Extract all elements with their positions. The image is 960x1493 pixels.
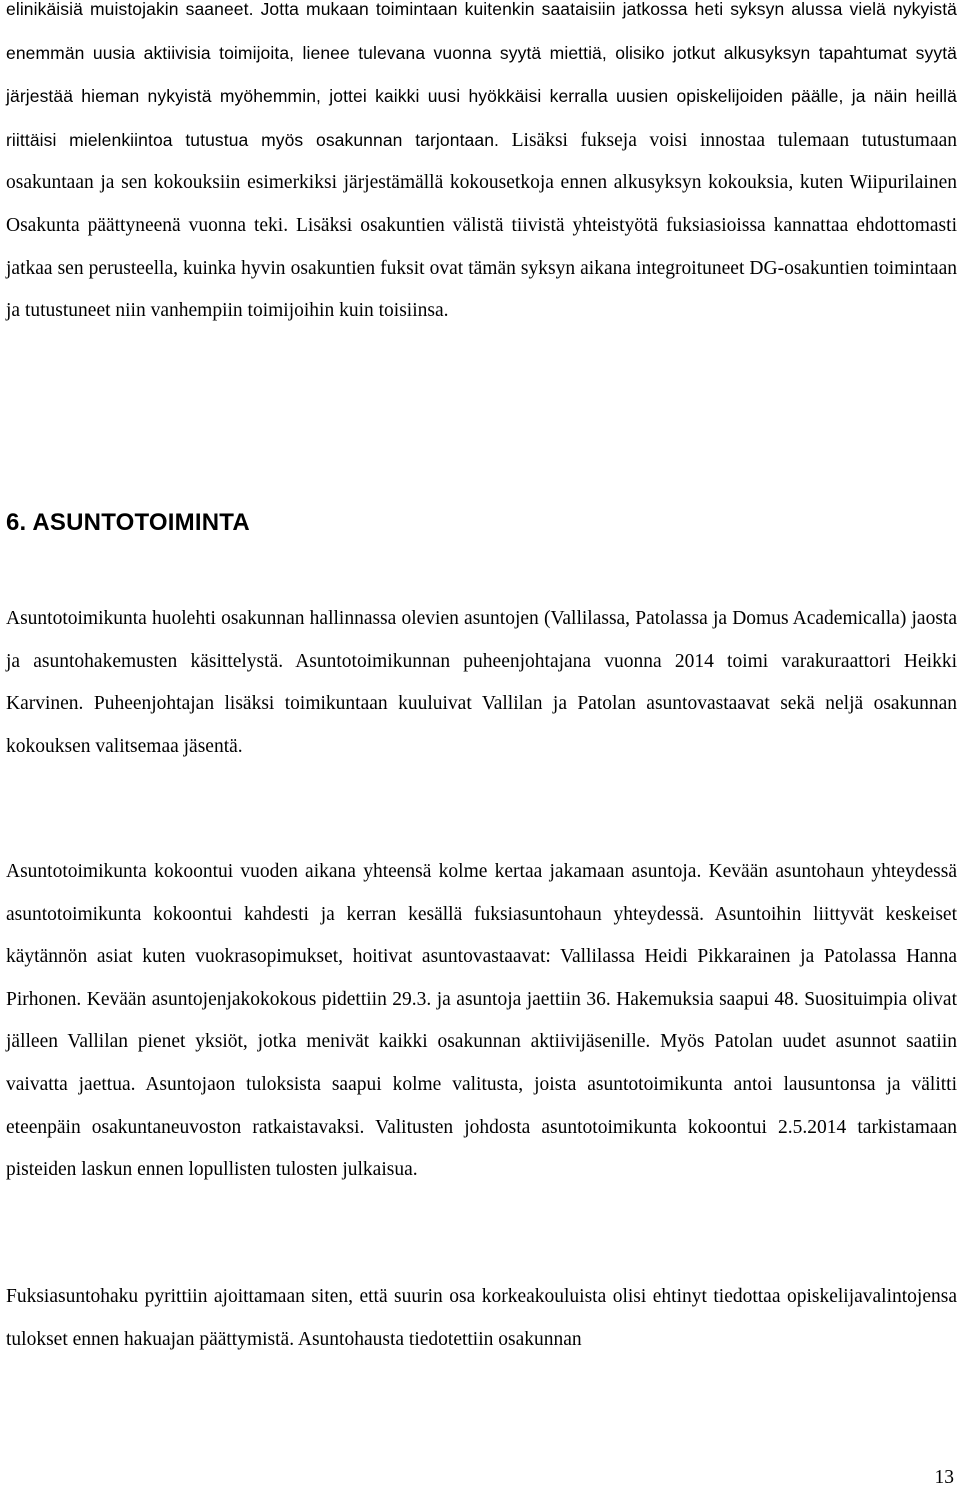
paragraph-2: Asuntotoimikunta huolehti osakunnan hallinnassa olevien asuntojen (Vallilassa, Patolassa ja Domus Academicalla) jaosta ja asuntohakemusten käsittelystä. Asuntotoimikunnan puheenjohtajana vuonna 2014 toimi varakuraattori Heikki Karvinen. Puheenjohtajan lisäksi toimikuntaan kuuluivat Vallilan ja Patolan asuntovastaavat sekä neljä osakunnan kokouksen valitsemaa jäsentä. <box>6 608 957 757</box>
section-heading: 6. ASUNTOTOIMINTA <box>6 509 250 536</box>
paragraph-4: Fuksiasuntohaku pyrittiin ajoittamaan siten, että suurin osa korkeakouluista olisi ehtinyt tiedottaa opiskelijavalintojensa tulokset ennen hakuajan päättymistä. Asuntohausta tiedotettiin osakunnan <box>6 1286 957 1350</box>
paragraph-3: Asuntotoimikunta kokoontui vuoden aikana yhteensä kolme kertaa jakamaan asuntoja. Kevään asuntohaun yhteydessä asuntotoimikunta kokoontui kahdesti ja kerran kesällä fuksiasuntohaun yhteydessä. Asuntoihin liittyvät keskeiset käytännön asiat kuten vuokrasopimukset, hoitivat asuntovastaavat: Vallilassa Heidi Pikkarainen ja Patolassa Hanna Pirhonen. Kevään asuntojenjakokokous pidettiin 29.3. ja asuntoja jaettiin 36. Hakemuksia saapui 48. Suosituimpia olivat jälleen Vallilan pienet yksiöt, jotka menivät kaikki osakunnan aktiivijäsenille. Myös Patolan uudet asunnot saatiin vaivatta jaettua. Asuntojaon tuloksista saapui kolme valitusta, joista asuntotoimikunta antoi lausuntonsa ja välitti eteenpäin osakuntaneuvoston ratkaistavaksi. Valitusten johdosta asuntotoimikunta kokoontui 2.5.2014 tarkistamaan pisteiden laskun ennen lopullisten tulosten julkaisua. <box>6 861 957 1181</box>
page-number: 13 <box>934 1467 954 1488</box>
paragraph-1-sans-text: elinikäisiä muistojakin saaneet. Jotta mukaan toimintaan kuitenkin saataisiin jatkossa heti syksyn alussa vielä nykyistä enemmän uusia aktiivisia toimijoita, lienee tulevana vuonna syytä miettiä, olisiko jotkut alkusyksyn tapahtumat syytä järjestää hieman nykyistä myöhemmin, jottei kaikki uusi hyökkäisi kerralla uusien opiskelijoiden päälle, ja näin heillä riittäisi mielenkiintoa tutustua myös osakunnan tarjontaan. <box>6 0 957 150</box>
paragraph-1-serif-text: Lisäksi fukseja voisi innostaa tulemaan tutustumaan osakuntaan ja sen kokouksiin esimerkiksi järjestämällä kokousetkoja ennen alkusyksyn kokouksia, kuten Wiipurilainen Osakunta päättyneenä vuonna teki. Lisäksi osakuntien välistä tiivistä yhteistyötä fuksiasioissa kannattaa ehdottomasti jatkaa sen perusteella, kuinka hyvin osakuntien fuksit ovat tämän syksyn aikana integroituneet DG-osakuntien toimintaan ja tutustuneet niin vanhempiin toimijoihin kuin toisiinsa. <box>6 129 958 322</box>
paragraph-1 <box>6 0 957 333</box>
